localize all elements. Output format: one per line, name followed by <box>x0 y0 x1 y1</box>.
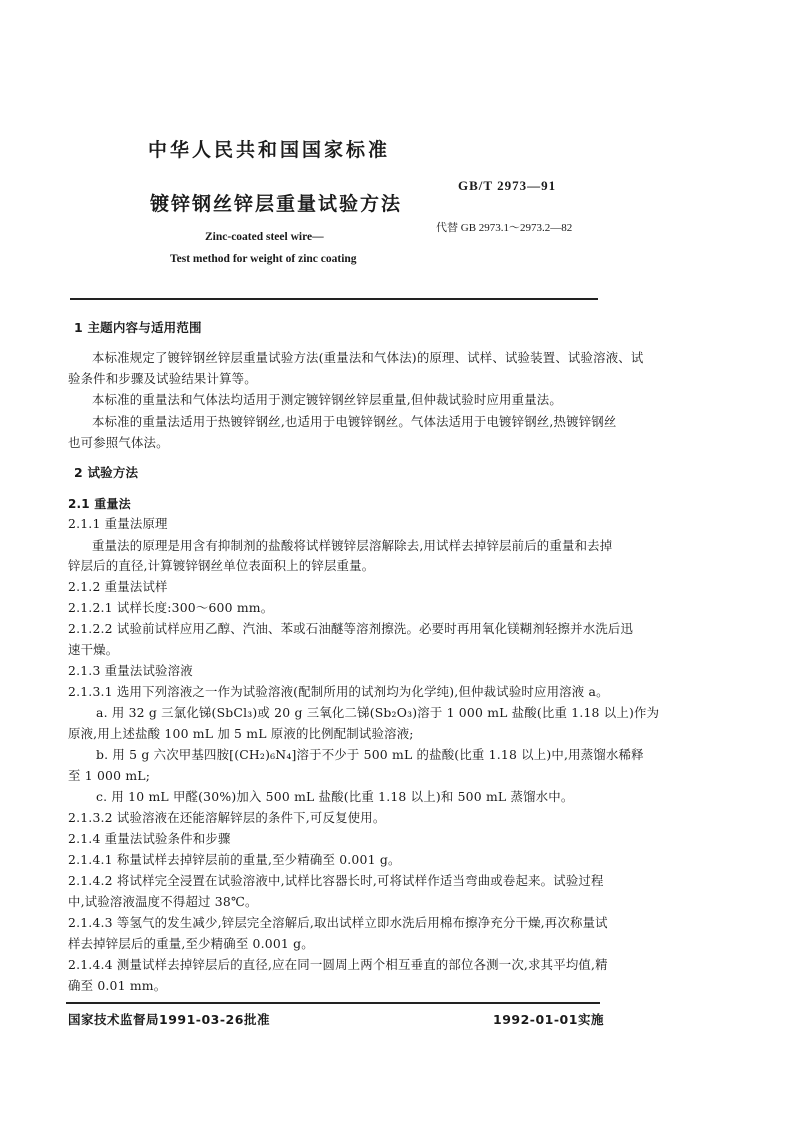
paragraph: 至 1 000 mL; <box>68 768 151 783</box>
section-2-heading: 2 试验方法 <box>74 465 139 480</box>
section-2-1-2-heading: 2.1.2 重量法试样 <box>68 579 168 594</box>
clause-2-1-3-2: 2.1.3.2 试验溶液在还能溶解锌层的条件下,可反复使用。 <box>68 810 386 825</box>
effective-date: 1992-01-01实施 <box>493 1012 604 1027</box>
clause-2-1-4-2: 2.1.4.2 将试样完全浸置在试验溶液中,试样比容器长时,可将试样作适当弯曲或卷起来。试验过程 <box>68 873 604 888</box>
section-1-heading: 1 主题内容与适用范围 <box>74 320 202 335</box>
replaces-note: 代替 GB 2973.1～2973.2—82 <box>436 222 573 234</box>
paragraph: 中,试验溶液温度不得超过 38℃。 <box>68 894 258 909</box>
header-divider <box>70 298 598 300</box>
paragraph: 也可参照气体法。 <box>68 435 169 450</box>
paragraph: 本标准规定了镀锌钢丝锌层重量试验方法(重量法和气体法)的原理、试样、试验装置、试验溶液、试 <box>92 350 644 365</box>
paragraph: 重量法的原理是用含有抑制剂的盐酸将试样镀锌层溶解除去,用试样去掉锌层前后的重量和去掉 <box>92 538 613 553</box>
clause-2-1-4-3: 2.1.4.3 等氢气的发生减少,锌层完全溶解后,取出试样立即水洗后用棉布擦净充分干燥,再次称量试 <box>68 915 608 930</box>
paragraph: 验条件和步骤及试验结果计算等。 <box>68 371 257 386</box>
paragraph: 原液,用上述盐酸 100 mL 加 5 mL 原液的比例配制试验溶液; <box>68 726 414 741</box>
english-title-line-1: Zinc-coated steel wire— <box>205 231 324 243</box>
national-standard-title: 中华人民共和国国家标准 <box>148 139 391 161</box>
approval-date: 国家技术监督局1991-03-26批准 <box>68 1012 270 1027</box>
section-2-1-1-heading: 2.1.1 重量法原理 <box>68 516 168 531</box>
footer-divider <box>66 1002 600 1004</box>
paragraph: 锌层后的直径,计算镀锌钢丝单位表面积上的锌层重量。 <box>68 558 375 573</box>
paragraph: 本标准的重量法适用于热镀锌钢丝,也适用于电镀锌钢丝。气体法适用于电镀锌钢丝,热镀锌钢丝 <box>92 414 617 429</box>
document-title: 镀锌钢丝锌层重量试验方法 <box>150 193 403 215</box>
paragraph: 本标准的重量法和气体法均适用于测定镀锌钢丝锌层重量,但仲裁试验时应用重量法。 <box>92 392 562 407</box>
paragraph: 样去掉锌层后的重量,至少精确至 0.001 g。 <box>68 936 314 951</box>
standard-number: GB/T 2973—91 <box>458 178 557 193</box>
english-title-line-2: Test method for weight of zinc coating <box>170 253 357 265</box>
clause-2-1-2-2: 2.1.2.2 试验前试样应用乙醇、汽油、苯或石油醚等溶剂擦洗。必要时再用氧化镁糊剂轻擦并水洗后迅 <box>68 621 634 636</box>
section-2-1-heading: 2.1 重量法 <box>68 497 131 511</box>
list-item-a: a. 用 32 g 三氯化锑(SbCl₃)或 20 g 三氧化二锑(Sb₂O₃)溶于 1 000 mL 盐酸(比重 1.18 以上)作为 <box>96 705 660 720</box>
clause-2-1-4-4: 2.1.4.4 测量试样去掉锌层后的直径,应在同一圆周上两个相互垂直的部位各测一次,求其平均值,精 <box>68 957 608 972</box>
list-item-c: c. 用 10 mL 甲醛(30%)加入 500 mL 盐酸(比重 1.18 以上)和 500 mL 蒸馏水中。 <box>96 789 574 804</box>
list-item-b: b. 用 5 g 六次甲基四胺[(CH₂)₆N₄]溶于不少于 500 mL 的盐酸(比重 1.18 以上)中,用蒸馏水稀释 <box>96 747 644 762</box>
section-2-1-3-heading: 2.1.3 重量法试验溶液 <box>68 663 193 678</box>
section-2-1-4-heading: 2.1.4 重量法试验条件和步骤 <box>68 831 231 846</box>
clause-2-1-2-1: 2.1.2.1 试样长度:300～600 mm。 <box>68 600 274 615</box>
paragraph: 速干燥。 <box>68 642 119 657</box>
clause-2-1-4-1: 2.1.4.1 称量试样去掉锌层前的重量,至少精确至 0.001 g。 <box>68 852 401 867</box>
clause-2-1-3-1: 2.1.3.1 选用下列溶液之一作为试验溶液(配制所用的试剂均为化学纯),但仲裁试验时应用溶液 a。 <box>68 684 609 699</box>
paragraph: 确至 0.01 mm。 <box>68 978 167 993</box>
